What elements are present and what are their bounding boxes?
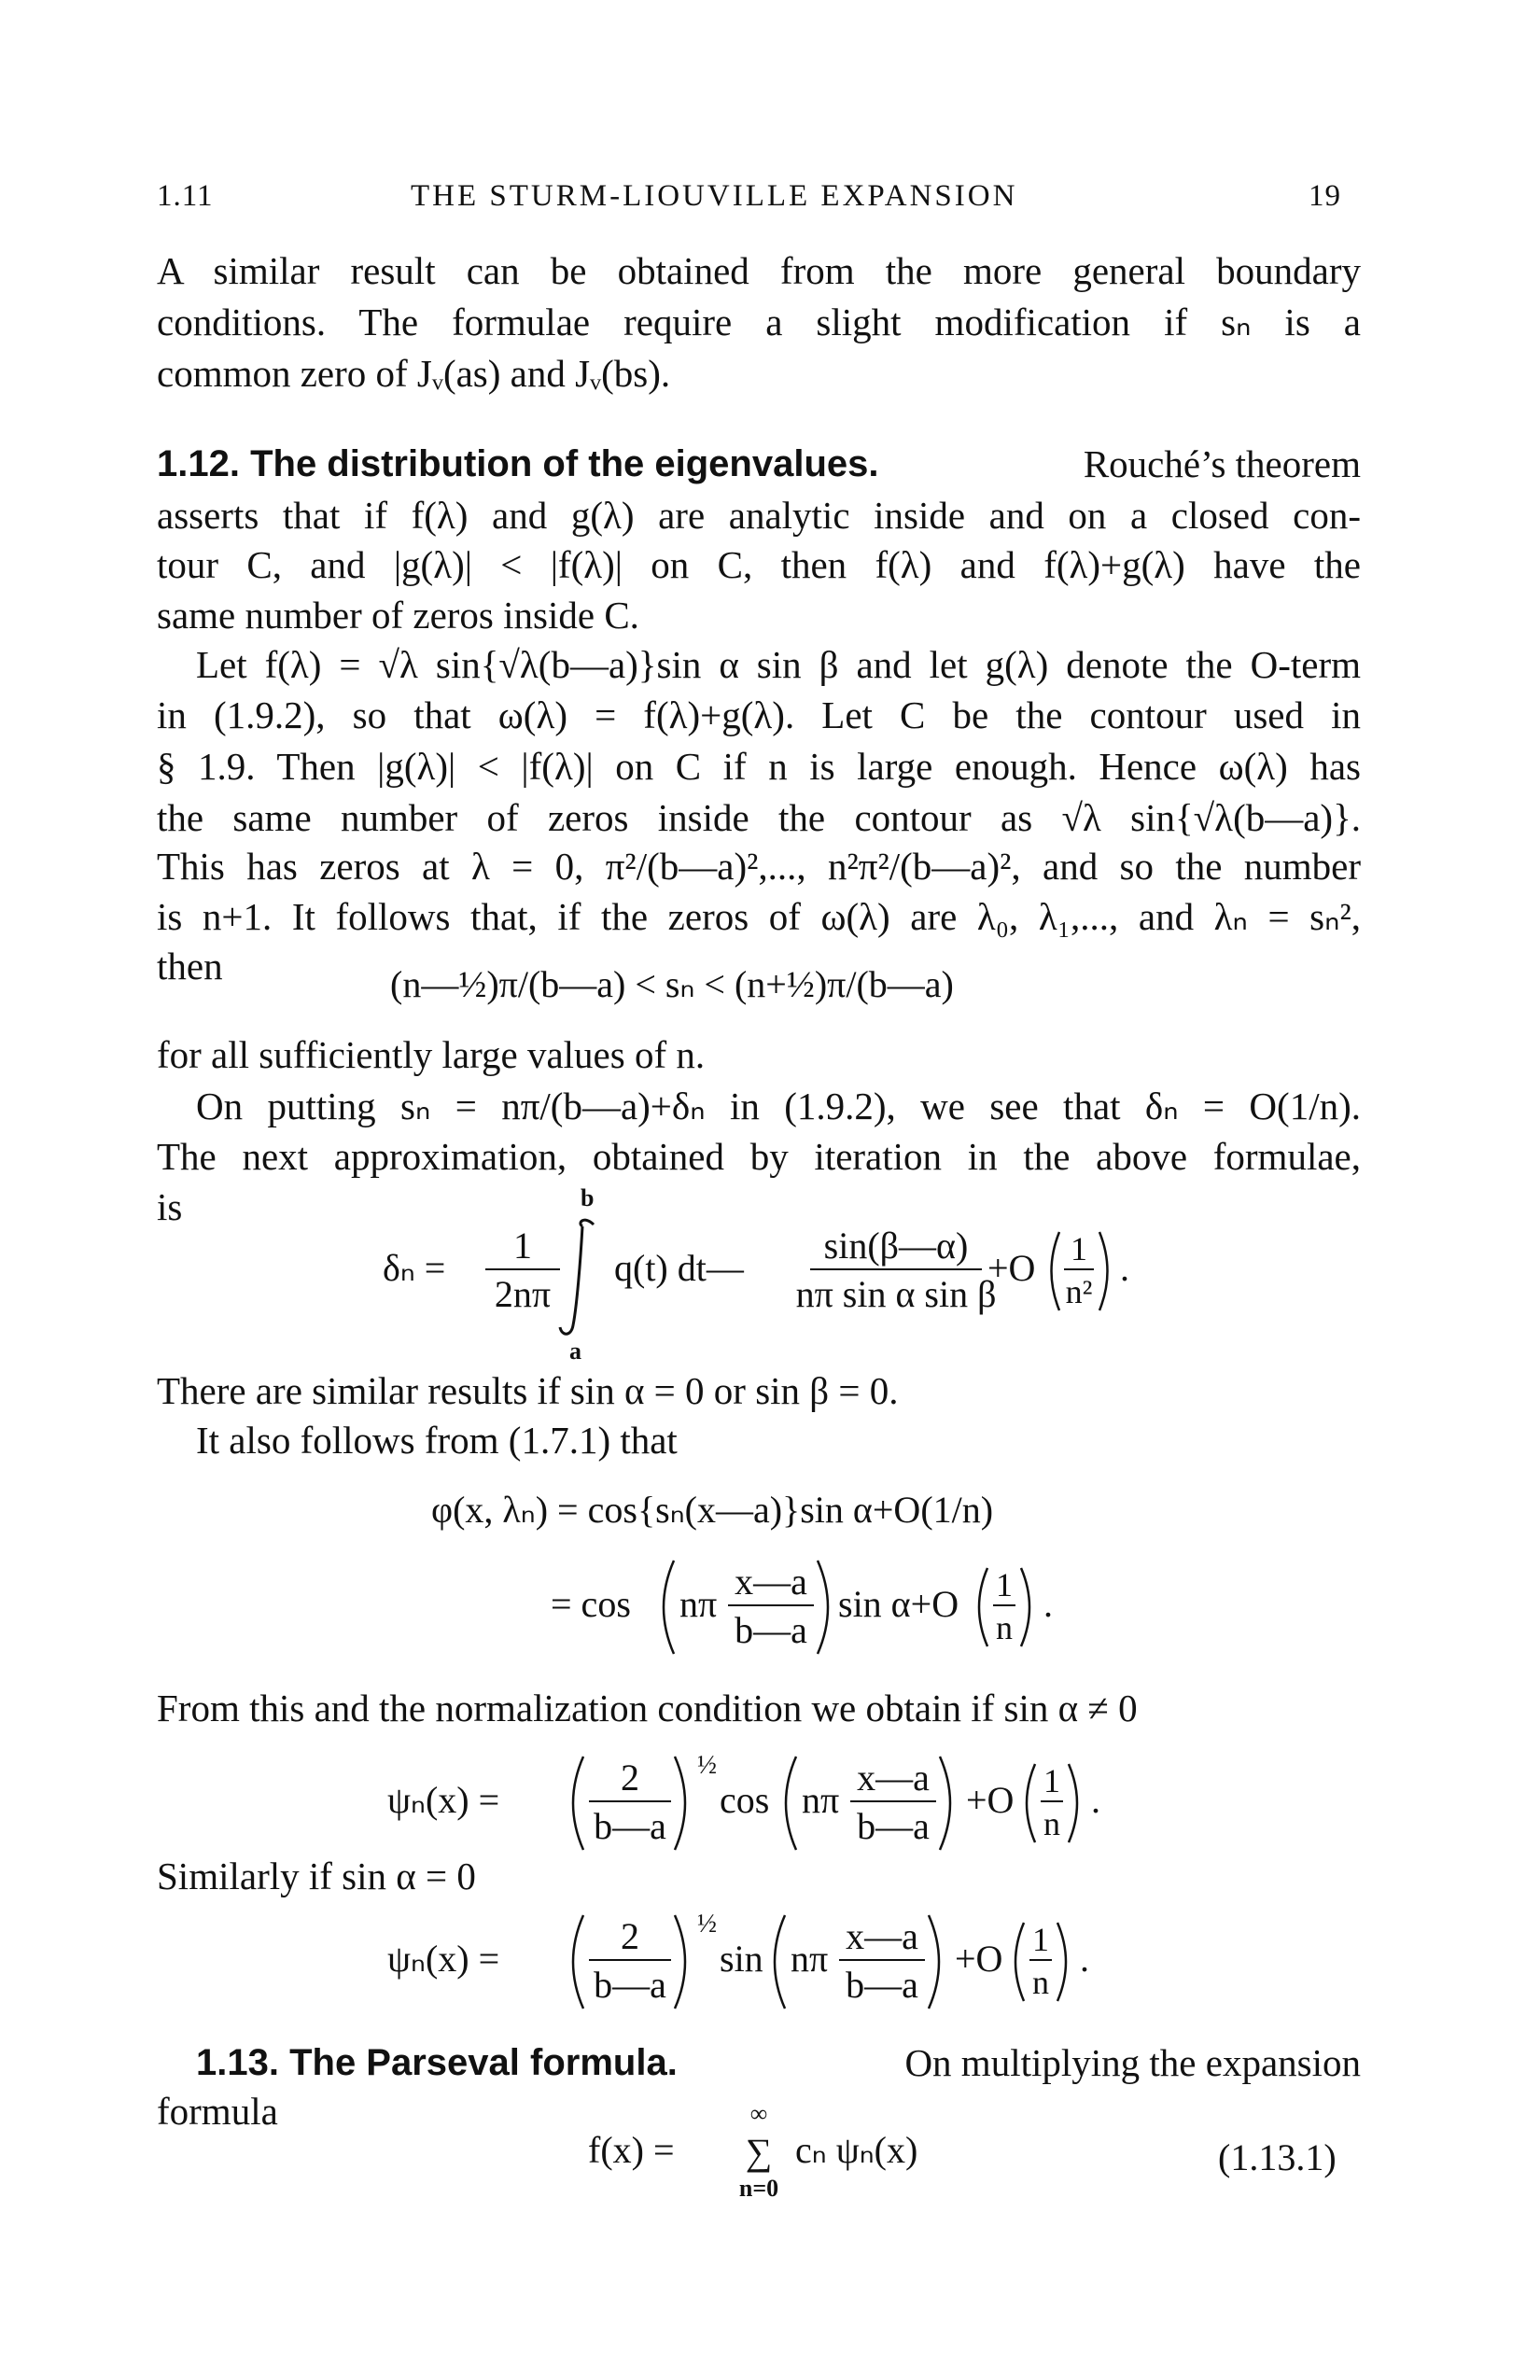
eq-frac-num: sin(β—α) [823, 1225, 969, 1267]
eq-frac-num: 1 [1071, 1230, 1087, 1267]
text-line: It also follows from (1.7.1) that [196, 1419, 678, 1462]
eq-frac-num: 1 [513, 1225, 532, 1267]
text-line: tour C, and |g(λ)| < |f(λ)| on C, then f(λ) and f(λ)+g(λ) have the [157, 543, 1361, 586]
eq-frac-num: x—a [735, 1561, 807, 1603]
paren-left [979, 1568, 987, 1646]
equation-delta-n [373, 1185, 1176, 1363]
equation-phi-second [541, 1540, 1101, 1671]
eq-frac-den: b—a [594, 1805, 666, 1847]
paren-right [1021, 1568, 1029, 1646]
paren-right [929, 1915, 939, 2009]
eq-lhs: ψₙ(x) = [387, 1779, 500, 1821]
text-line: The next approximation, obtained by iteration in the above formulae, [157, 1135, 1361, 1178]
eq-frac-den: b—a [735, 1609, 807, 1651]
eq-npi: nπ [802, 1779, 840, 1821]
paren-left [1015, 1923, 1024, 2001]
summation-sign: ∑ [745, 2131, 773, 2173]
section-heading: 1.12. The distribution of the eigenvalues. [157, 443, 879, 484]
eq-npi: nπ [791, 1938, 829, 1980]
eq-lhs: δₙ = [383, 1247, 446, 1289]
integral-sign [560, 1220, 594, 1334]
eq-frac-den: n² [1065, 1273, 1093, 1310]
text-line: There are similar results if sin α = 0 or sin β = 0. [157, 1369, 899, 1412]
eq-equals-cos: = cos [551, 1583, 631, 1625]
eq-frac-num: 1 [1032, 1921, 1049, 1958]
eq-period: . [1120, 1247, 1129, 1289]
paren-left [1027, 1764, 1035, 1842]
eq-exponent: ½ [697, 1910, 717, 1939]
eq-frac-num: 1 [1043, 1762, 1060, 1799]
equation-sn-bounds: (n—½)π/(b—a) < sₙ < (n+½)π/(b—a) [390, 963, 954, 1005]
eq-frac-den: b—a [594, 1964, 666, 2006]
running-title: THE STURM-LIOUVILLE EXPANSION [411, 179, 1018, 213]
eq-integrand: q(t) dt— [614, 1247, 744, 1289]
eq-function: cos [720, 1779, 770, 1821]
eq-plus-big-o: +O [966, 1779, 1015, 1821]
sum-lower-limit: n=0 [738, 2175, 779, 2202]
paren-left [573, 1757, 583, 1850]
eq-function: sin [720, 1938, 763, 1980]
text-line: On putting sₙ = nπ/(b—a)+δₙ in (1.9.2), we see that δₙ = O(1/n). [196, 1085, 1361, 1127]
eq-frac-num: 2 [621, 1757, 639, 1799]
section-1-12-first-line [157, 441, 1361, 487]
text-line: Rouché’s theorem [1083, 442, 1361, 485]
equation-number: (1.13.1) [1218, 2136, 1337, 2178]
page-number: 19 [1309, 179, 1341, 213]
text-line: § 1.9. Then |g(λ)| < |f(λ)| on C if n is large enough. Hence ω(λ) has [157, 745, 1361, 788]
eq-plus-big-o: +O [987, 1247, 1036, 1289]
eq-lhs: ψₙ(x) = [387, 1938, 500, 1980]
eq-exponent: ½ [697, 1751, 717, 1780]
text-line: asserts that if f(λ) and g(λ) are analytic inside and on a closed con- [157, 494, 1361, 537]
text-line: formula [157, 2090, 278, 2133]
eq-frac-den: b—a [857, 1805, 930, 1847]
eq-frac-den: n [996, 1609, 1013, 1646]
paren-right [675, 1757, 685, 1850]
eq-frac-den: b—a [846, 1964, 918, 2006]
paren-right [1057, 1923, 1066, 2001]
eq-plus-big-o: +O [955, 1938, 1003, 1980]
eq-period: . [1080, 1938, 1089, 1980]
text-line: Let f(λ) = √λ sin{√λ(b—a)}sin α sin β and let g(λ) denote the O-term [196, 643, 1361, 686]
paren-right [675, 1915, 685, 2009]
sum-upper-limit: ∞ [749, 2100, 768, 2127]
text-line: conditions. The formulae require a slight modification if sₙ is a [157, 301, 1361, 343]
eq-frac-num: 2 [621, 1915, 639, 1957]
section-heading: 1.13. The Parseval formula. [196, 2042, 678, 2083]
text-line: same number of zeros inside C. [157, 594, 639, 637]
equation-psi-cos [378, 1736, 1125, 1862]
text-line: This has zeros at λ = 0, π²/(b—a)²,..., n²π²/(b—a)², and so the number [157, 845, 1361, 888]
integral-upper-limit: b [581, 1185, 595, 1211]
paren-right [1069, 1764, 1077, 1842]
equation-psi-sin [378, 1895, 1125, 2021]
eq-frac-den: n [1032, 1964, 1049, 2001]
eq-frac-den: nπ sin α sin β [795, 1273, 997, 1315]
eq-period: . [1091, 1779, 1100, 1821]
text-line: is [157, 1185, 183, 1228]
eq-frac-num: x—a [857, 1757, 930, 1799]
eq-frac-den: n [1043, 1805, 1060, 1842]
eq-sin-alpha-plus-o: sin α+O [838, 1583, 959, 1625]
paren-left [775, 1915, 785, 2009]
text-line: A similar result can be obtained from the more general boundary [157, 249, 1361, 292]
eq-frac-den: 2nπ [494, 1273, 552, 1315]
eq-frac-num: x—a [846, 1915, 918, 1957]
text-line: in (1.9.2), so that ω(λ) = f(λ)+g(λ). Let C be the contour used in [157, 693, 1361, 736]
text-line: the same number of zeros inside the contour as √λ sin{√λ(b—a)}. [157, 796, 1361, 839]
eq-period: . [1043, 1583, 1053, 1625]
equation-expansion [579, 2086, 971, 2217]
equation-phi-first: φ(x, λₙ) = cos{sₙ(x—a)}sin α+O(1/n) [431, 1489, 994, 1531]
paren-right [940, 1757, 950, 1850]
header-section-number: 1.11 [157, 179, 214, 213]
paren-left [573, 1915, 583, 2009]
text-line: Similarly if sin α = 0 [157, 1855, 476, 1897]
paren-right [1099, 1232, 1108, 1310]
text-line: is n+1. It follows that, if the zeros of ω(λ) are λ₀, λ₁,..., and λₙ = sₙ², [157, 895, 1361, 938]
eq-npi: nπ [679, 1583, 718, 1625]
eq-term: cₙ ψₙ(x) [795, 2129, 918, 2171]
paren-left [1052, 1232, 1060, 1310]
integral-lower-limit: a [569, 1337, 581, 1363]
text-line: for all sufficiently large values of n. [157, 1033, 706, 1076]
section-1-13-first-line [196, 2039, 1361, 2086]
paren-left [664, 1561, 674, 1654]
paren-left [786, 1757, 796, 1850]
text-line: From this and the normalization condition we obtain if sin α ≠ 0 [157, 1687, 1138, 1729]
text-line: common zero of Jᵥ(as) and Jᵥ(bs). [157, 352, 671, 395]
text-line: On multiplying the expansion [904, 2041, 1361, 2084]
paren-right [818, 1561, 828, 1654]
text-line: then [157, 945, 223, 987]
eq-lhs: f(x) = [588, 2129, 675, 2171]
eq-frac-num: 1 [996, 1566, 1013, 1603]
